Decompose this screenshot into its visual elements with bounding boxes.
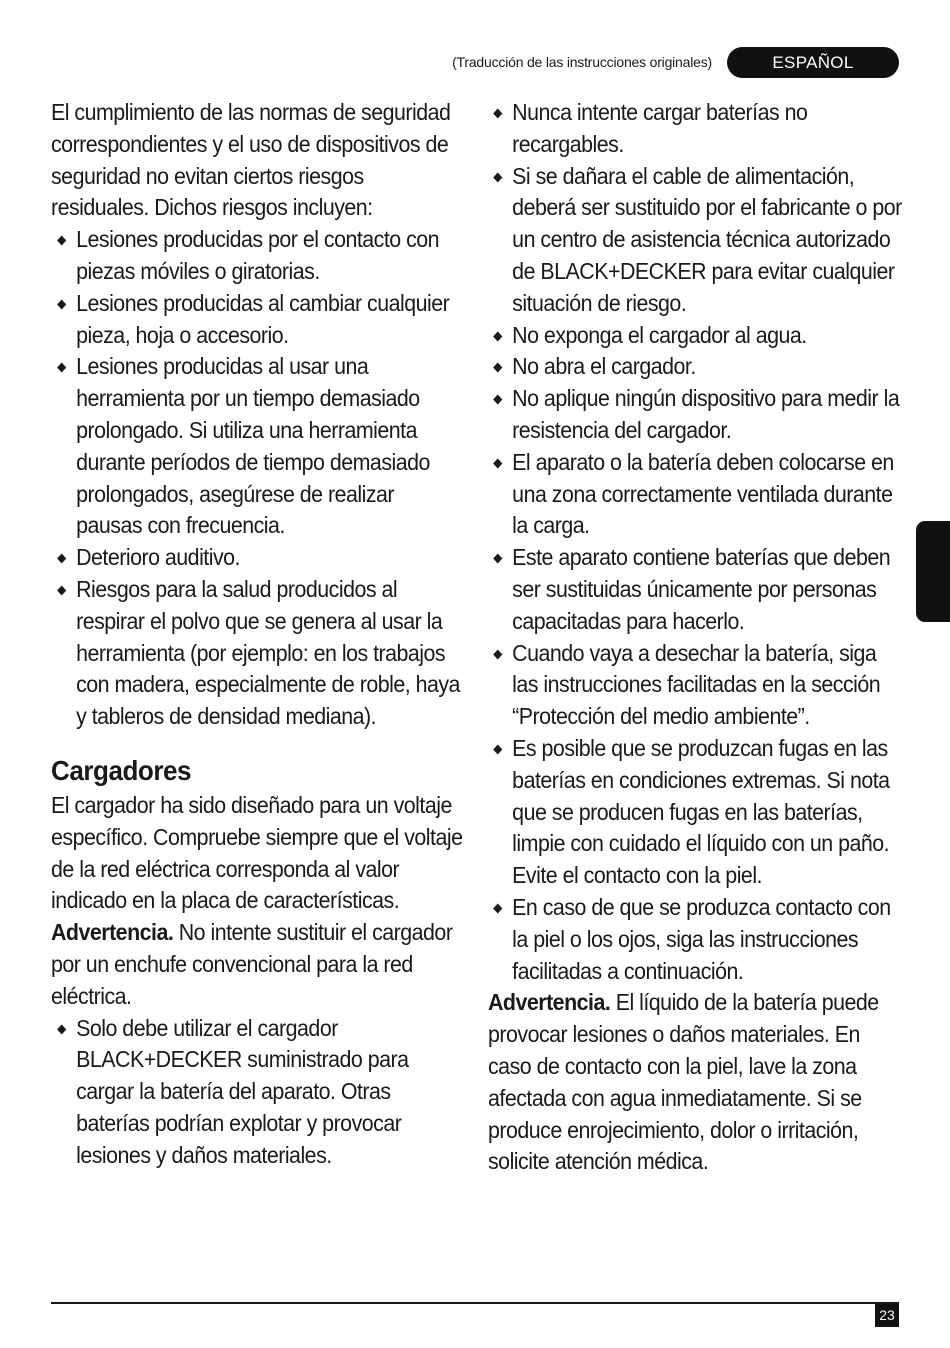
diamond-bullet-icon [493, 554, 502, 564]
list-item: No exponga el cargador al agua. [488, 320, 905, 352]
list-item: Es posible que se produzcan fugas en las baterías en condiciones extremas. Si nota que se producen fugas en las baterías, limpie con cuidado el líquido con un paño. Evite el contacto con la piel. [488, 733, 905, 892]
list-item: Si se dañara el cable de alimentación, deberá ser sustituido por el fabricante o por un centro de asistencia técnica autorizado de BLACK+DECKER para evitar cualquier situación de riesgo. [488, 161, 905, 320]
diamond-bullet-icon [493, 109, 502, 119]
list-item: Cuando vaya a desechar la batería, siga las instrucciones facilitadas en la sección “Protección del medio ambiente”. [488, 638, 905, 733]
list-item: En caso de que se produzca contacto con la piel o los ojos, siga las instrucciones facilitadas a continuación. [488, 892, 905, 987]
diamond-bullet-icon [57, 363, 66, 373]
translation-note: (Traducción de las instrucciones originales) [452, 54, 712, 70]
residual-risks-list [51, 224, 465, 733]
charger-safety-list [488, 97, 905, 987]
list-item: Lesiones producidas por el contacto con piezas móviles o giratorias. [51, 224, 465, 288]
list-item: Este aparato contiene baterías que deben ser sustituidas únicamente por personas capacitadas para hacerlo. [488, 542, 905, 637]
list-item: Nunca intente cargar baterías no recargables. [488, 97, 905, 161]
diamond-bullet-icon [57, 299, 66, 309]
diamond-bullet-icon [57, 586, 66, 596]
diamond-bullet-icon [493, 649, 502, 659]
section-heading: Cargadores [51, 754, 192, 786]
left-column [51, 97, 465, 1172]
diamond-bullet-icon [493, 903, 502, 913]
list-item: No aplique ningún dispositivo para medir la resistencia del cargador. [488, 383, 905, 447]
list-item: El aparato o la batería deben colocarse en una zona correctamente ventilada durante la carga. [488, 447, 905, 542]
warning-label: Advertencia. [488, 989, 611, 1016]
diamond-bullet-icon [493, 395, 502, 405]
diamond-bullet-icon [57, 554, 66, 564]
list-item: Lesiones producidas al cambiar cualquier pieza, hoja o accesorio. [51, 288, 465, 352]
footer-divider [51, 1302, 899, 1304]
diamond-bullet-icon [493, 172, 502, 182]
list-item: Lesiones producidas al usar una herramienta por un tiempo demasiado prolongado. Si utiliza una herramienta durante períodos de tiempo demasiado prolongados, asegúrese de realizar pausas con frecuencia. [51, 351, 465, 542]
diamond-bullet-icon [493, 331, 502, 341]
diamond-bullet-icon [493, 744, 502, 754]
page-number: 23 [875, 1304, 899, 1327]
residual-risks-intro: El cumplimiento de las normas de seguridad correspondientes y el uso de dispositivos de seguridad no evitan ciertos riesgos residuales. Dichos riesgos incluyen: [51, 99, 451, 221]
diamond-bullet-icon [493, 458, 502, 468]
diamond-bullet-icon [57, 1024, 66, 1034]
right-column [488, 97, 905, 1178]
warning-label: Advertencia. [51, 919, 174, 946]
warning-text: El líquido de la batería puede provocar lesiones o daños materiales. En caso de contacto con la piel, lave la zona afectada con agua inmediatamente. Si se produce enrojecimiento, dolor o irritación, solicite atención médica. [488, 989, 879, 1175]
list-item: Solo debe utilizar el cargador BLACK+DECKER suministrado para cargar la batería del aparato. Otras baterías podrían explotar y provocar lesiones y daños materiales. [51, 1013, 465, 1172]
list-item: No abra el cargador. [488, 351, 905, 383]
warning-text: No intente sustituir el cargador por un enchufe convencional para la red eléctrica. [51, 919, 453, 1009]
list-item: Deterioro auditivo. [51, 542, 465, 574]
diamond-bullet-icon [493, 363, 502, 373]
battery-warning [488, 987, 905, 1178]
charger-warning [51, 917, 465, 1012]
language-badge: ESPAÑOL [727, 47, 899, 78]
list-item: Riesgos para la salud producidos al respirar el polvo que se genera al usar la herramienta (por ejemplo: en los trabajos con madera, especialmente de roble, haya y tableros de densidad mediana). [51, 574, 465, 733]
chargers-paragraph: El cargador ha sido diseñado para un voltaje específico. Compruebe siempre que el voltaje de la red eléctrica corresponda al valor indicado en la placa de características. [51, 791, 463, 914]
diamond-bullet-icon [57, 236, 66, 246]
section-tab [916, 521, 950, 622]
charger-list [51, 1013, 465, 1172]
